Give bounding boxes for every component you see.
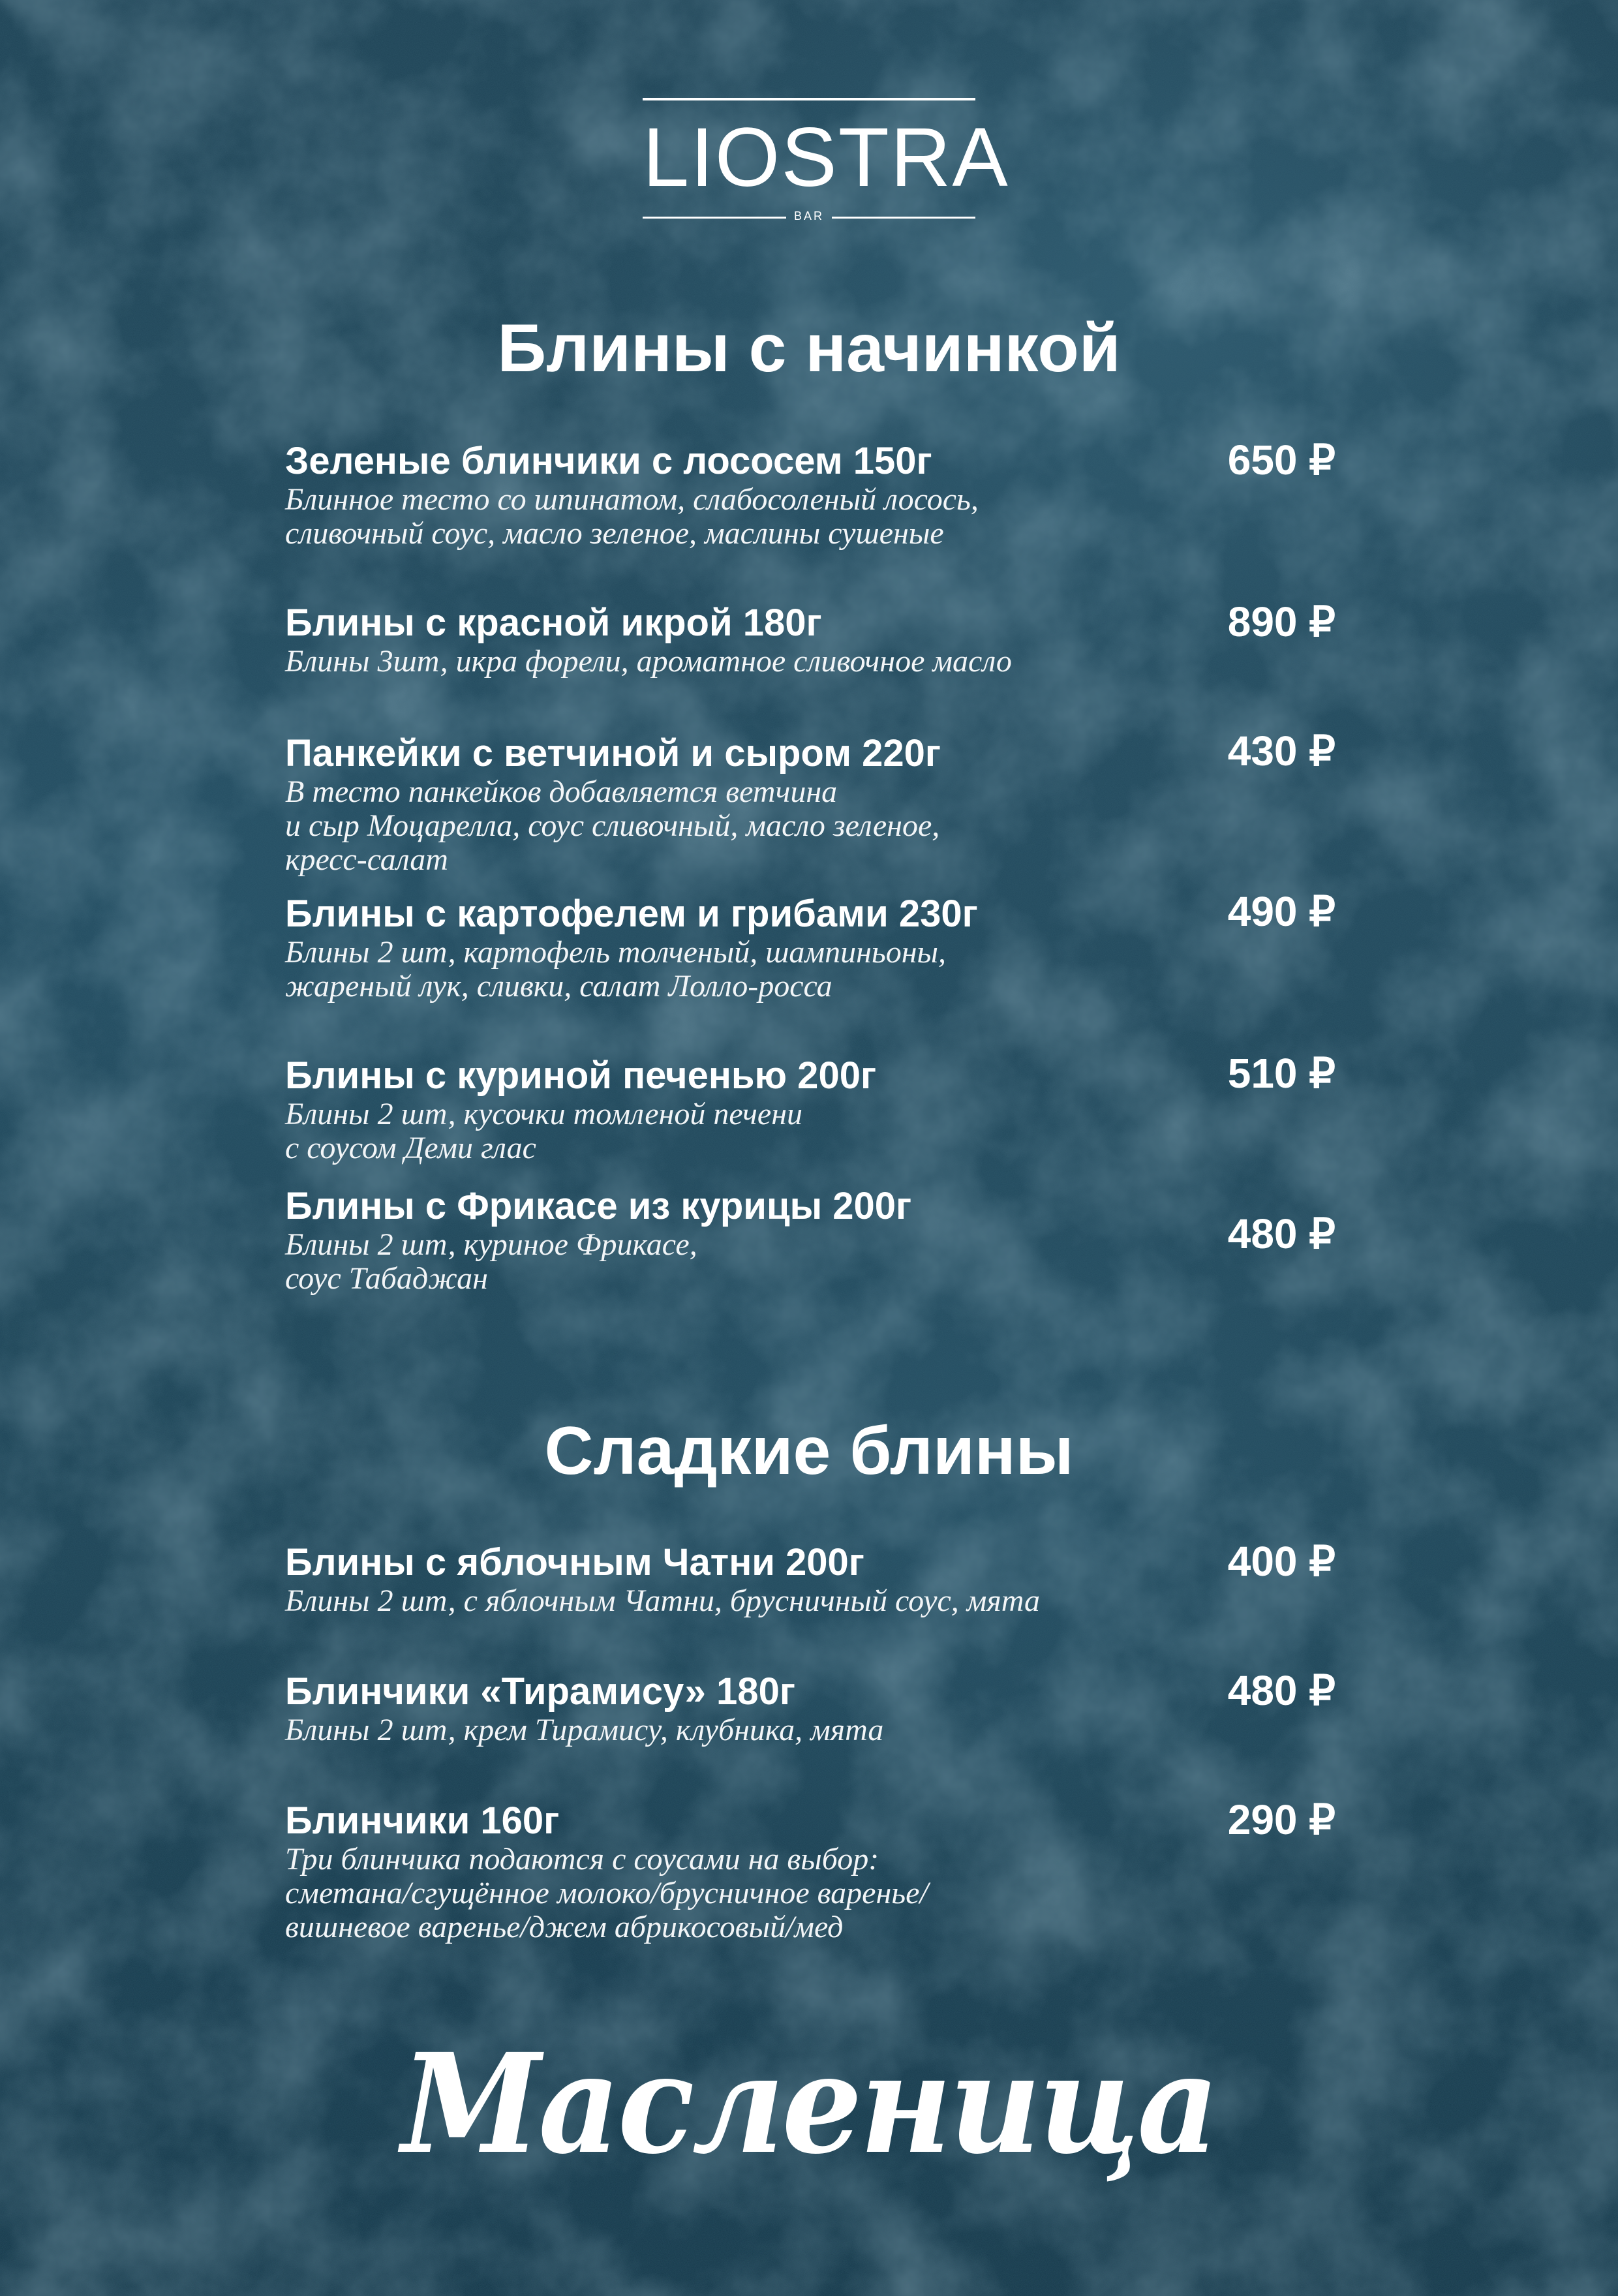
menu-item (285, 1538, 1336, 1618)
menu-item (285, 1796, 1336, 1944)
menu-item-price: 650 ₽ (1227, 436, 1336, 483)
menu-item-price: 510 ₽ (1227, 1050, 1336, 1097)
menu-item-description: Блины 3шт, икра форели, ароматное сливочное масло (285, 644, 1012, 679)
menu-item-name: Блины с Фрикасе из курицы 200г (285, 1185, 912, 1227)
menu-item-price: 290 ₽ (1227, 1796, 1336, 1843)
brand-name: LIOSTRA (643, 111, 1009, 204)
menu-item (285, 727, 1336, 877)
menu-item-price: 890 ₽ (1227, 598, 1336, 645)
menu-item-name: Блинчики 160г (285, 1799, 560, 1842)
maslenitsa-script-title: Масленица (401, 2023, 1217, 2184)
menu-item-description: Блины 2 шт, куриное Фрикасе, соус Табаджан (285, 1227, 697, 1296)
menu-item-name: Блины с картофелем и грибами 230г (285, 893, 978, 935)
menu-item (285, 888, 1336, 1003)
menu-item-price: 490 ₽ (1227, 888, 1336, 935)
menu-item-name: Зеленые блинчики с лососем 150г (285, 440, 932, 482)
menu-item-price: 480 ₽ (1227, 1667, 1336, 1714)
menu-item (285, 1667, 1336, 1747)
menu-item-description: В тесто панкейков добавляется ветчина и сыр Моцарелла, соус сливочный, масло зеленое, кресс-салат (285, 774, 940, 877)
menu-item-price: 430 ₽ (1227, 727, 1336, 774)
logo-rule-right (832, 217, 975, 219)
menu-item-name: Панкейки с ветчиной и сыром 220г (285, 732, 941, 774)
section-title-sweet-blini: Сладкие блины (544, 1413, 1074, 1489)
menu-item-description: Блинное тесто со шпинатом, слабосоленый лосось, сливочный соус, масло зеленое, маслины сушеные (285, 482, 979, 551)
menu-item-price: 400 ₽ (1227, 1538, 1336, 1585)
menu-item-name: Блины с куриной печенью 200г (285, 1054, 877, 1097)
menu-item (285, 1185, 1336, 1296)
brand-subtitle: BAR (793, 209, 824, 222)
menu-item-description: Блины 2 шт, картофель толченый, шампиньоны, жареный лук, сливки, салат Лолло-росса (285, 935, 947, 1003)
menu-item-description: Блины 2 шт, кусочки томленой печени с соусом Деми глас (285, 1097, 803, 1165)
menu-item-description: Блины 2 шт, крем Тирамису, клубника, мята (285, 1713, 884, 1747)
menu-item-name: Блины с яблочным Чатни 200г (285, 1541, 864, 1584)
menu-item-description: Три блинчика подаются с соусами на выбор: сметана/сгущённое молоко/брусничное варенье/ вишневое варенье/джем абрикосовый/мед (285, 1842, 928, 1944)
menu-item (285, 598, 1336, 679)
menu-item (285, 436, 1336, 551)
logo-rule-top (643, 98, 975, 100)
section-title-filled-blini: Блины с начинкой (497, 311, 1121, 386)
brand-logo (643, 98, 1009, 222)
menu-item (285, 1050, 1336, 1165)
menu-item-description: Блины 2 шт, с яблочным Чатни, брусничный соус, мята (285, 1584, 1040, 1618)
menu-item-name: Блины с красной икрой 180г (285, 602, 822, 644)
menu-item-name: Блинчики «Тирамису» 180г (285, 1670, 795, 1713)
menu-item-price: 480 ₽ (1227, 1210, 1336, 1257)
